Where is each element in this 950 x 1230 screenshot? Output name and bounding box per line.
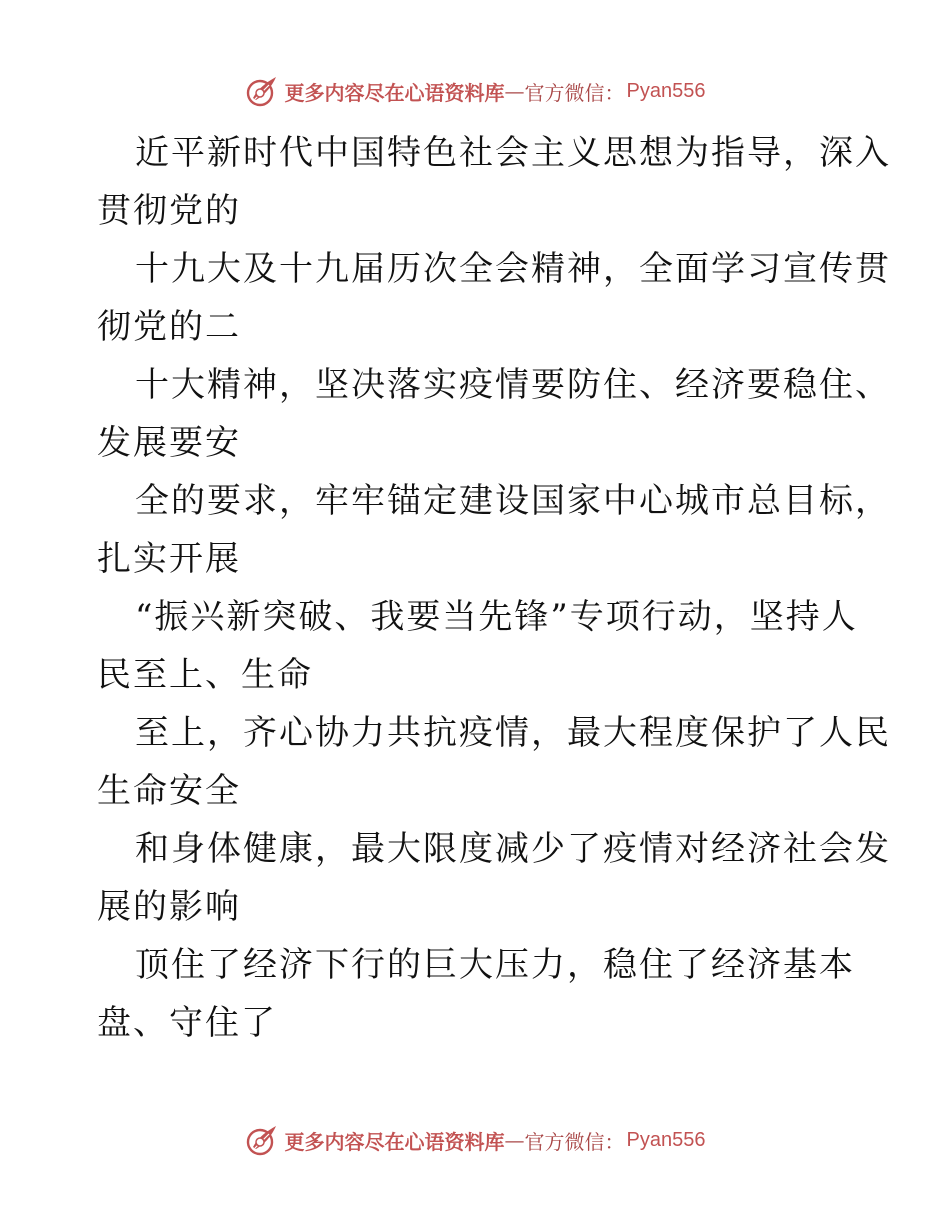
feather-pen-logo-icon — [245, 74, 279, 108]
separator-text: — — [504, 1128, 525, 1152]
body-line: 至上，齐心协力共抗疫情，最大程度保护了人民 — [135, 713, 891, 753]
feather-pen-logo-icon — [245, 1123, 279, 1157]
body-line: 近平新时代中国特色社会主义思想为指导，深入 — [135, 133, 891, 173]
body-line: 顶住了经济下行的巨大压力，稳住了经济基本 — [135, 945, 855, 985]
body-line: 全的要求，牢牢锚定建设国家中心城市总目标， — [135, 481, 891, 521]
body-line: 盘、守住了 — [97, 1003, 277, 1043]
footer-watermark-banner — [0, 1120, 950, 1160]
header-watermark-banner — [0, 71, 950, 111]
body-line: 贯彻党的 — [97, 191, 241, 231]
body-line: 生命安全 — [97, 771, 241, 811]
official-wechat-label: 官方微信： — [524, 1129, 625, 1154]
brand-text: 更多内容尽在心语资料库 — [284, 1129, 505, 1154]
brand-text: 更多内容尽在心语资料库 — [284, 80, 505, 105]
body-line: 发展要安 — [97, 423, 241, 463]
wechat-id: Pyan556 — [626, 79, 706, 102]
body-line: 十九大及十九届历次全会精神，全面学习宣传贯 — [135, 249, 891, 289]
body-line: 扎实开展 — [97, 539, 241, 579]
separator-text: — — [504, 79, 525, 103]
body-line: 彻党的二 — [97, 307, 241, 347]
document-body — [97, 124, 891, 1052]
body-line: 和身体健康，最大限度减少了疫情对经济社会发 — [135, 829, 891, 869]
body-line: 展的影响 — [97, 887, 241, 927]
wechat-id: Pyan556 — [626, 1128, 706, 1151]
body-line: “振兴新突破、我要当先锋”专项行动，坚持人 — [135, 597, 858, 637]
official-wechat-label: 官方微信： — [524, 80, 625, 105]
body-line: 民至上、生命 — [97, 655, 313, 695]
body-line: 十大精神，坚决落实疫情要防住、经济要稳住、 — [135, 365, 891, 405]
